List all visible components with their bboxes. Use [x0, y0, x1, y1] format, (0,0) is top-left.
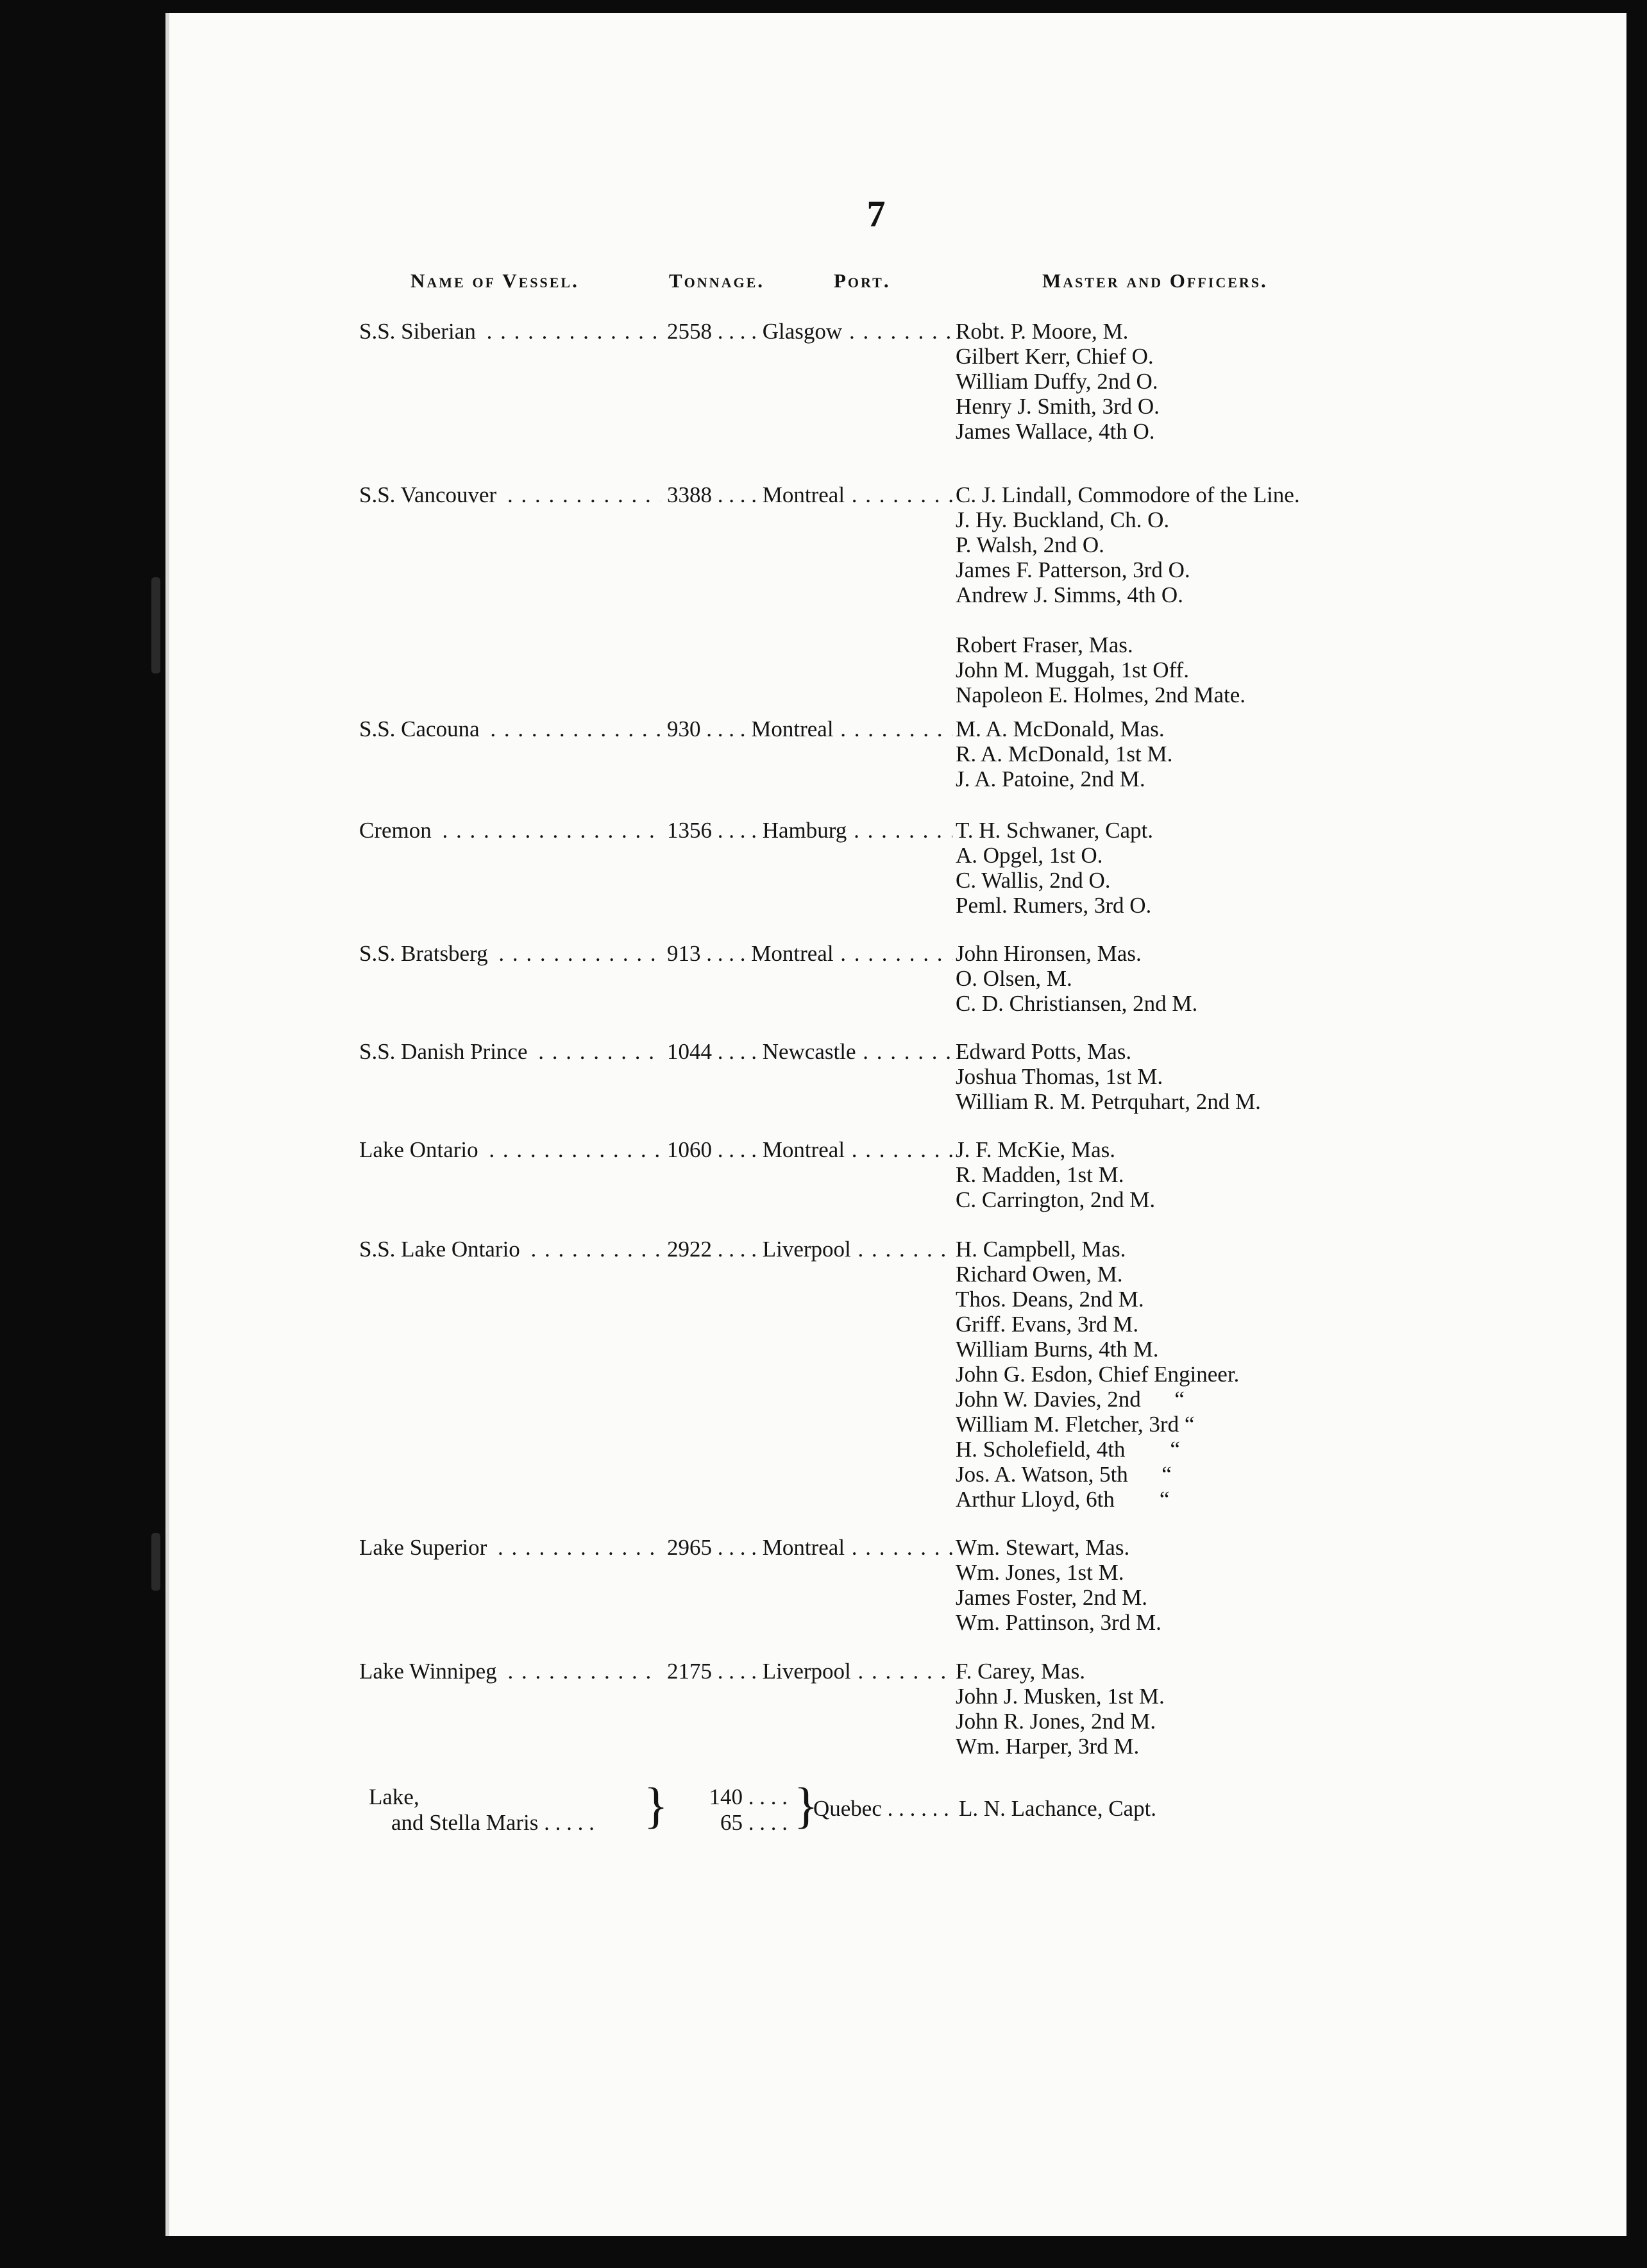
leader-dots	[532, 1039, 661, 1064]
port: Montreal	[751, 716, 834, 741]
officer-name: Robert Fraser, Mas.	[956, 632, 1133, 657]
port: Newcastle	[762, 1039, 856, 1064]
vessel-name-line1: Lake,	[369, 1784, 419, 1809]
header-tonnage: Tonnage.	[669, 269, 764, 292]
officer-name: Thos. Deans, 2nd M.	[956, 1287, 1144, 1312]
leader-dots	[435, 818, 661, 843]
vessel-name: S.S. Danish Prince	[359, 1039, 532, 1064]
header-port: Port.	[834, 269, 891, 292]
vessel-name: Lake Superior	[359, 1535, 491, 1560]
officer-list	[956, 319, 1443, 444]
officer-name: Richard Owen, M.	[956, 1262, 1123, 1287]
leader-dots	[500, 482, 661, 507]
leader-dots: . . . .	[712, 1137, 763, 1162]
officer-name: William Burns, 4th M.	[956, 1337, 1159, 1362]
port: Montreal	[762, 482, 845, 507]
officer-name: Arthur Lloyd, 6th “	[956, 1487, 1170, 1512]
vessel-name: S.S. Siberian	[359, 319, 480, 344]
officer-name: Peml. Rumers, 3rd O.	[956, 893, 1152, 918]
officer-name: William Duffy, 2nd O.	[956, 369, 1158, 394]
vessel-name-cell	[359, 1659, 661, 1684]
vessel-name-line2: and Stella Maris . . . . .	[391, 1810, 595, 1835]
binding-mark	[151, 577, 160, 673]
tonnage-port-cell	[667, 482, 952, 507]
officer-name: F. Carey, Mas.	[956, 1659, 1085, 1684]
tonnage-line1: 140 . . . .	[709, 1784, 788, 1809]
officer-name: C. Wallis, 2nd O.	[956, 868, 1111, 893]
port: Liverpool	[762, 1659, 851, 1684]
vessel-name-cell	[359, 716, 661, 741]
vessel-name-cell	[359, 818, 661, 843]
vessel-name: Cremon	[359, 818, 435, 843]
leader-dots	[834, 941, 952, 966]
officer-name: John Hironsen, Mas.	[956, 941, 1142, 966]
leader-dots	[856, 1039, 952, 1064]
vessel-name: S.S. Bratsberg	[359, 941, 492, 966]
vessel-name: Lake Ontario	[359, 1137, 482, 1162]
brace-right: }	[794, 1777, 818, 1833]
vessel-name: S.S. Vancouver	[359, 482, 500, 507]
officer-name: Napoleon E. Holmes, 2nd Mate.	[956, 682, 1246, 707]
port: Glasgow	[762, 319, 843, 344]
officer-name: C. D. Christiansen, 2nd M.	[956, 991, 1198, 1016]
leader-dots	[484, 716, 661, 741]
leader-dots	[845, 1535, 952, 1560]
officer-name: Andrew J. Simms, 4th O.	[956, 582, 1183, 607]
leader-dots	[842, 319, 952, 344]
leader-dots: . . . .	[712, 1237, 763, 1262]
tonnage-port-cell	[667, 1137, 952, 1162]
vessel-name-cell	[359, 1039, 661, 1064]
binding-mark	[151, 1533, 160, 1591]
tonnage: 1044	[667, 1039, 712, 1064]
vessel-name-cell	[359, 941, 661, 966]
tonnage: 2965	[667, 1535, 712, 1560]
officer-list	[956, 482, 1443, 707]
officer-name: William R. M. Petrquhart, 2nd M.	[956, 1089, 1261, 1114]
officer-name: P. Walsh, 2nd O.	[956, 532, 1104, 557]
leader-dots	[834, 716, 952, 741]
leader-dots	[482, 1137, 661, 1162]
officer-list	[956, 941, 1443, 1016]
officer-name: James F. Patterson, 3rd O.	[956, 557, 1190, 582]
vessel-name-cell	[359, 482, 661, 507]
port: Montreal	[751, 941, 834, 966]
leader-dots: . . . .	[712, 1039, 763, 1064]
leader-dots	[851, 1237, 952, 1262]
officer-name: J. F. McKie, Mas.	[956, 1137, 1115, 1162]
leader-dots	[845, 482, 952, 507]
officer-name: Wm. Stewart, Mas.	[956, 1535, 1130, 1560]
vessel-name: and Stella Maris	[391, 1810, 539, 1835]
officer-name: John W. Davies, 2nd “	[956, 1387, 1185, 1412]
officer-name: Edward Potts, Mas.	[956, 1039, 1132, 1064]
port: Hamburg	[762, 818, 847, 843]
spacer	[956, 607, 1443, 632]
port: Montreal	[762, 1535, 845, 1560]
tonnage-port-cell	[667, 941, 952, 966]
leader-dots: . . . .	[712, 818, 763, 843]
leader-dots	[491, 1535, 661, 1560]
leader-dots: . . . .	[712, 1659, 763, 1684]
officer-name: James Foster, 2nd M.	[956, 1585, 1148, 1610]
officer-name: O. Olsen, M.	[956, 966, 1072, 991]
officer-list	[956, 1137, 1443, 1212]
officer-name: H. Scholefield, 4th “	[956, 1437, 1180, 1462]
vessel-name-cell	[359, 1137, 661, 1162]
brace-left: }	[644, 1777, 668, 1833]
tonnage: 3388	[667, 482, 712, 507]
officer-name: John J. Musken, 1st M.	[956, 1684, 1165, 1709]
leader-dots: . . . .	[712, 482, 763, 507]
officer-name: J. A. Patoine, 2nd M.	[956, 766, 1145, 791]
vessel-name-cell	[359, 1535, 661, 1560]
tonnage-port-cell	[667, 319, 952, 344]
vessel-name-cell	[359, 1237, 661, 1262]
tonnage-port-cell	[667, 1039, 952, 1064]
officer-name: Jos. A. Watson, 5th “	[956, 1462, 1172, 1487]
officer-list	[956, 716, 1443, 791]
officer-name: Robt. P. Moore, M.	[956, 319, 1129, 344]
officer-name: T. H. Schwaner, Capt.	[956, 818, 1154, 843]
tonnage: 913	[667, 941, 701, 966]
port: Montreal	[762, 1137, 845, 1162]
tonnage: 2558	[667, 319, 712, 344]
officer-name: Wm. Harper, 3rd M.	[956, 1734, 1140, 1759]
tonnage: 2175	[667, 1659, 712, 1684]
tonnage: 1060	[667, 1137, 712, 1162]
officer-name: Gilbert Kerr, Chief O.	[956, 344, 1154, 369]
vessel-name-cell	[359, 319, 661, 344]
leader-dots	[501, 1659, 661, 1684]
officer-name: H. Campbell, Mas.	[956, 1237, 1126, 1262]
officer-name: Henry J. Smith, 3rd O.	[956, 394, 1160, 419]
tonnage: 930	[667, 716, 701, 741]
page-number: 7	[866, 193, 886, 235]
officer-name: John M. Muggah, 1st Off.	[956, 657, 1189, 682]
officer-name: John G. Esdon, Chief Engineer.	[956, 1362, 1240, 1387]
leader-dots	[524, 1237, 661, 1262]
tonnage-port-cell	[667, 716, 952, 741]
officer-name: C. Carrington, 2nd M.	[956, 1187, 1156, 1212]
officer-name: William M. Fletcher, 3rd “	[956, 1412, 1195, 1437]
officer-name: C. J. Lindall, Commodore of the Line.	[956, 482, 1300, 507]
officer-name: Joshua Thomas, 1st M.	[956, 1064, 1163, 1089]
leader-dots: . . . .	[712, 319, 763, 344]
leader-dots	[480, 319, 661, 344]
header-vessel: Name of Vessel.	[410, 269, 579, 292]
leader-dots: . . . .	[712, 1535, 763, 1560]
officer-list	[956, 1659, 1443, 1759]
tonnage: 1356	[667, 818, 712, 843]
officer-name: James Wallace, 4th O.	[956, 419, 1155, 444]
officer-name: J. Hy. Buckland, Ch. O.	[956, 507, 1170, 532]
leader-dots: . . . .	[700, 716, 752, 741]
vessel-name: S.S. Cacouna	[359, 716, 484, 741]
officer-list	[956, 1535, 1443, 1635]
officer-name: R. A. McDonald, 1st M.	[956, 741, 1173, 766]
vessel-name: S.S. Lake Ontario	[359, 1237, 524, 1262]
officer-list	[956, 1039, 1443, 1114]
port: Liverpool	[762, 1237, 851, 1262]
tonnage-line2: 65 . . . .	[720, 1810, 788, 1835]
officer-name: John R. Jones, 2nd M.	[956, 1709, 1156, 1734]
officer-name: A. Opgel, 1st O.	[956, 843, 1103, 868]
tonnage-port-cell	[667, 1535, 952, 1560]
officer-name: R. Madden, 1st M.	[956, 1162, 1124, 1187]
tonnage: 2922	[667, 1237, 712, 1262]
leader-dots	[845, 1137, 952, 1162]
tonnage-port-cell	[667, 818, 952, 843]
officer-name: Wm. Pattinson, 3rd M.	[956, 1610, 1161, 1635]
leader-dots	[851, 1659, 952, 1684]
officer-list	[956, 1237, 1443, 1512]
leader-dots	[847, 818, 952, 843]
officer-list	[956, 818, 1443, 918]
header-officers: Master and Officers.	[1042, 269, 1268, 292]
officer-name: Wm. Jones, 1st M.	[956, 1560, 1124, 1585]
officer-name: M. A. McDonald, Mas.	[956, 716, 1165, 741]
tonnage-port-cell	[667, 1659, 952, 1684]
officer-name: L. N. Lachance, Capt.	[959, 1796, 1157, 1821]
officer-name: Griff. Evans, 3rd M.	[956, 1312, 1139, 1337]
leader-dots: . . . .	[700, 941, 752, 966]
vessel-name: Lake Winnipeg	[359, 1659, 501, 1684]
port-quebec: Quebec . . . . . .	[813, 1796, 949, 1821]
leader-dots	[492, 941, 661, 966]
tonnage-port-cell	[667, 1237, 952, 1262]
